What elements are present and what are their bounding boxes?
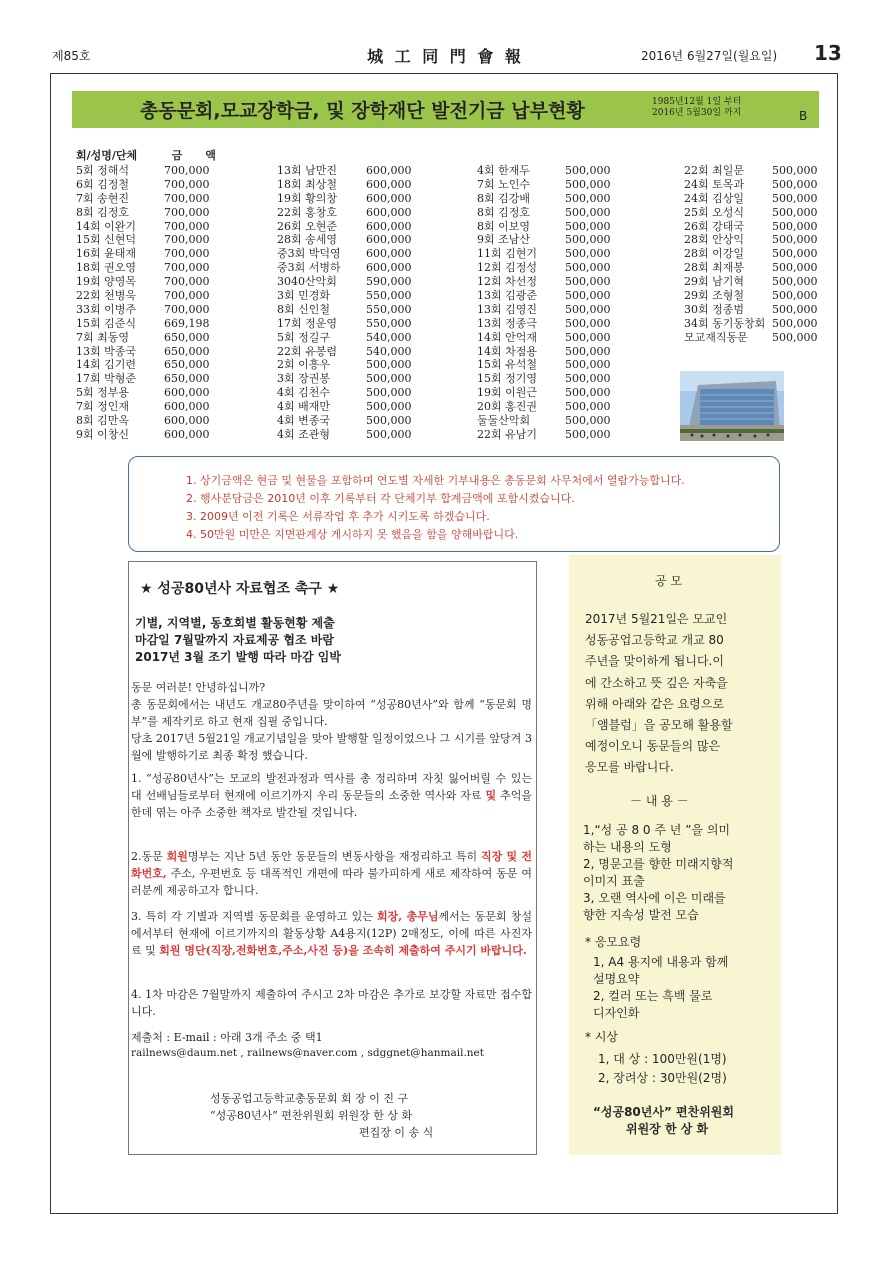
donor-name: 34회 동기동창회 <box>684 316 766 330</box>
donor-amount: 700,000 <box>164 164 210 177</box>
donor-amount: 700,000 <box>164 205 210 219</box>
contest-sign-2: 위원장 한 상 화 <box>626 1122 709 1136</box>
donor-amount: 500,000 <box>772 275 818 289</box>
donor-name: 22회 최일문 <box>684 164 744 177</box>
request-subtitle-1: 기별, 지역별, 동호회별 활동현황 제출 <box>135 616 335 630</box>
donor-amount: 700,000 <box>164 247 210 261</box>
donor-name: 26회 강태국 <box>684 219 744 233</box>
request-paragraph-2 <box>131 848 532 899</box>
donor-amount: 500,000 <box>366 358 412 372</box>
donor-name: 22회 유봉렴 <box>277 344 337 358</box>
notice-line-1: 1. 상기금액은 현금 및 현물을 포함하며 연도별 자세한 기부내용은 총동문회 사무처에서 열람가능합니다. <box>186 474 685 487</box>
donor-name: 15회 김준식 <box>76 316 136 330</box>
donor-name: 7회 송현진 <box>76 191 129 205</box>
donor-amount: 500,000 <box>565 427 611 441</box>
donor-amount: 669,198 <box>164 316 210 330</box>
donor-name: 19회 양영목 <box>76 275 136 289</box>
donor-amount: 700,000 <box>164 302 210 316</box>
submit-label: 제출처 : E-mail : 아래 3개 주소 중 택1 <box>131 1031 323 1044</box>
donor-amount: 500,000 <box>565 219 611 233</box>
donor-amount: 600,000 <box>366 261 412 275</box>
donor-amount: 700,000 <box>164 191 210 205</box>
donor-amount: 540,000 <box>366 344 412 358</box>
donor-name: 모교재직동문 <box>684 330 748 344</box>
donor-amount: 500,000 <box>565 275 611 289</box>
donor-amount: 600,000 <box>164 427 210 441</box>
donor-name: 5회 정부용 <box>76 386 129 400</box>
signature-president: 성동공업고등학교총동문회 회 장 이 진 구 <box>210 1092 409 1105</box>
donor-amount: 500,000 <box>565 302 611 316</box>
contest-guide-line: 디자인화 <box>593 1006 640 1020</box>
donor-amount: 500,000 <box>565 205 611 219</box>
contest-item-line: 향한 지속성 발전 모습 <box>583 908 699 922</box>
donor-name: 24회 토목과 <box>684 177 744 191</box>
contest-intro-line: 2017년 5월21일은 모교인 <box>585 612 728 626</box>
donor-name: 14회 안억재 <box>477 330 537 344</box>
donor-amount: 500,000 <box>772 302 818 316</box>
donor-name: 29회 조형철 <box>684 289 744 303</box>
donor-amount: 500,000 <box>772 289 818 303</box>
donor-amount: 700,000 <box>164 219 210 233</box>
donor-name: 16회 윤태재 <box>76 247 136 261</box>
contest-intro-line: 위해 아래와 같은 요령으로 <box>585 696 724 711</box>
donor-name: 19회 이원근 <box>477 386 537 400</box>
p2-text-a: 2.동문 <box>131 850 167 863</box>
contest-intro-line: 응모를 바랍니다. <box>585 760 674 775</box>
donor-amount: 500,000 <box>565 358 611 372</box>
contest-award-line: 2, 장려상 : 30만원(2명) <box>598 1071 727 1085</box>
table-header: 회/성명/단체 금 액 <box>76 149 216 162</box>
donor-amount: 600,000 <box>366 177 412 191</box>
donor-amount: 500,000 <box>366 372 412 386</box>
donor-amount: 500,000 <box>565 330 611 344</box>
donor-name: 3회 민경화 <box>277 289 330 303</box>
issue-number: 제85호 <box>52 49 91 63</box>
period-line-1: 1985년12월 1일 부터 <box>652 97 742 107</box>
donor-name: 8회 김정호 <box>477 205 530 219</box>
donor-name: 24회 김상일 <box>684 191 744 205</box>
donor-name: 17회 정운영 <box>277 316 337 330</box>
donor-name: 중3회 서병하 <box>277 261 341 275</box>
contest-item-line: 이미지 표출 <box>583 874 645 888</box>
donor-name: 19회 황의창 <box>277 191 337 205</box>
donor-name: 11회 김현기 <box>477 247 537 261</box>
donor-amount: 500,000 <box>366 400 412 414</box>
request-title: ★ 성공80년사 자료협조 촉구 ★ <box>140 581 340 597</box>
contest-item-line: 1,“성 공 8 0 주 년 ”을 의미 <box>583 823 730 837</box>
p2-emphasis-1: 회원 <box>166 850 188 863</box>
donor-name: 13회 김광준 <box>477 289 537 303</box>
contest-guide-line: 2, 컬러 또는 흑백 물로 <box>593 989 713 1003</box>
donor-amount: 700,000 <box>164 275 210 289</box>
donor-name: 5회 정해석 <box>76 164 129 177</box>
donor-name: 22회 유남기 <box>477 427 537 441</box>
contest-intro-line: 주년을 맞이하게 됩니다.이 <box>585 654 724 669</box>
donor-name: 4회 김천수 <box>277 386 330 400</box>
request-paragraph-3 <box>131 908 532 959</box>
p3-emphasis-2: 회원 명단(직장,전화번호,주소,사진 등)을 조속히 제출하여 주시기 바랍니다. <box>159 944 527 957</box>
donor-amount: 500,000 <box>565 344 611 358</box>
donor-name: 4회 배재만 <box>277 400 330 414</box>
donor-name: 26회 오현준 <box>277 219 337 233</box>
donor-name: 8회 김강배 <box>477 191 530 205</box>
notice-line-4: 4. 50만원 미만은 지면관계상 게시하지 못 했음을 함을 양해바랍니다. <box>186 528 519 541</box>
paper-name: 城 工 同 門 會 報 <box>367 47 524 66</box>
contest-content-title: － 내 용 － <box>630 794 689 808</box>
p2-emphasis-2: 직장 및 전화번호, <box>131 850 532 880</box>
contest-item-line: 2, 명문고를 향한 미래지향적 <box>583 857 734 871</box>
school-building-photo <box>680 371 784 441</box>
donor-name: 17회 박형준 <box>76 372 136 386</box>
donor-amount: 500,000 <box>565 316 611 330</box>
donor-amount: 500,000 <box>565 400 611 414</box>
donor-name: 13회 남만진 <box>277 164 337 177</box>
donor-name: 22회 홍창호 <box>277 205 337 219</box>
request-subtitle-2: 마감일 7월말까지 자료제공 협조 바람 <box>135 633 334 647</box>
donor-name: 8회 신인철 <box>277 302 330 316</box>
donor-amount: 600,000 <box>164 386 210 400</box>
donor-name: 12회 김정성 <box>477 261 537 275</box>
donor-name: 8회 김정호 <box>76 205 129 219</box>
contest-guide-line: 설명요약 <box>593 972 640 986</box>
donor-name: 7회 정인재 <box>76 400 129 414</box>
page-number: 13 <box>814 41 842 65</box>
p1-text-b: 추억을 한데 엮는 아주 소중한 책자로 발간될 것입니다. <box>131 789 533 819</box>
donor-amount: 500,000 <box>565 233 611 247</box>
contest-award-title: * 시상 <box>585 1030 618 1044</box>
submit-emails: railnews@daum.net , railnews@naver.com , sdggnet@hanmail.net <box>131 1047 484 1059</box>
donor-name: 13회 정종극 <box>477 316 537 330</box>
donor-name: 28회 안상익 <box>684 233 744 247</box>
donor-name: 30회 정종범 <box>684 302 744 316</box>
donor-amount: 700,000 <box>164 233 210 247</box>
donor-amount: 500,000 <box>565 414 611 428</box>
donor-amount: 500,000 <box>565 191 611 205</box>
donor-amount: 500,000 <box>565 261 611 275</box>
donor-name: 13회 박종국 <box>76 344 136 358</box>
donor-name: 중3회 박덕영 <box>277 247 341 261</box>
p3-text-b: 께서는 동문회 창설에서부터 현재에 이르기까지의 활동상황 A4용지(12P) 2매정도, 이에 따른 사진자료 및 <box>131 910 532 957</box>
donor-amount: 500,000 <box>366 386 412 400</box>
donor-amount: 500,000 <box>565 247 611 261</box>
contest-title: 공 모 <box>655 574 682 588</box>
request-paragraph-1 <box>131 770 532 821</box>
donor-name: 3040산악회 <box>277 275 337 289</box>
donor-amount: 500,000 <box>565 386 611 400</box>
donor-amount: 500,000 <box>565 372 611 386</box>
donor-amount: 500,000 <box>772 191 818 205</box>
donor-name: 13회 김영진 <box>477 302 537 316</box>
p1-emphasis: 및 <box>485 789 497 802</box>
donor-amount: 600,000 <box>366 191 412 205</box>
donor-name: 7회 노인수 <box>477 177 530 191</box>
donor-amount: 700,000 <box>164 261 210 275</box>
banner-title: 총동문회,모교장학금, 및 장학재단 발전기금 납부현황 <box>140 100 585 122</box>
donor-name: 12회 차선정 <box>477 275 537 289</box>
donor-name: 14회 김기련 <box>76 358 136 372</box>
contest-intro-line: 「앰블럼」을 공모해 활용할 <box>585 718 733 732</box>
donor-name: 6회 김정철 <box>76 177 129 191</box>
donor-amount: 600,000 <box>366 219 412 233</box>
donor-name: 5회 정길구 <box>277 330 330 344</box>
contest-guide-title: * 응모요령 <box>585 935 642 949</box>
p3-emphasis-1: 회장, 총무님 <box>377 910 439 923</box>
donor-name: 15회 유석철 <box>477 358 537 372</box>
donor-name: 29회 남기혁 <box>684 275 744 289</box>
donor-name: 22회 천병욱 <box>76 289 136 303</box>
donor-name: 4회 변종국 <box>277 414 330 428</box>
donor-amount: 500,000 <box>565 177 611 191</box>
banner-code: B <box>799 109 808 123</box>
donor-amount: 700,000 <box>164 177 210 191</box>
donor-name: 14회 이완기 <box>76 219 136 233</box>
contest-item-line: 3, 오랜 역사에 이은 미래를 <box>583 891 726 905</box>
school-building-image <box>680 371 784 441</box>
p1-text-a: 1. “성공80년사”는 모교의 발전과정과 역사를 총 정리하며 자칫 잃어버릴 수 있는 대 선배님들로부터 현재에 이르기까지 우리 동문들의 소중한 역사와 자료 <box>131 772 532 802</box>
donor-name: 28회 송세영 <box>277 233 337 247</box>
donor-name: 33회 이병주 <box>76 302 136 316</box>
banner-period <box>652 97 741 119</box>
donor-name: 20회 홍진권 <box>477 400 537 414</box>
donor-amount: 500,000 <box>565 164 611 177</box>
donor-amount: 500,000 <box>772 219 818 233</box>
donor-name: 28회 최재봉 <box>684 261 744 275</box>
donor-amount: 500,000 <box>772 233 818 247</box>
donor-amount: 500,000 <box>366 427 412 441</box>
donor-amount: 600,000 <box>164 400 210 414</box>
donor-name: 18회 권오영 <box>76 261 136 275</box>
donor-name: 3회 장권봉 <box>277 372 330 386</box>
donor-name: 9회 조남산 <box>477 233 530 247</box>
donor-amount: 550,000 <box>366 289 412 303</box>
donor-name: 14회 차점용 <box>477 344 537 358</box>
donor-name: 8회 이보영 <box>477 219 530 233</box>
donor-amount: 650,000 <box>164 372 210 386</box>
donor-name: 15회 정기영 <box>477 372 537 386</box>
donor-name: 7회 최동영 <box>76 330 129 344</box>
request-subtitle-3: 2017년 3월 조기 발행 따라 마감 임박 <box>135 650 341 664</box>
donor-name: 2회 이흥우 <box>277 358 330 372</box>
contest-award-line: 1, 대 상 : 100만원(1명) <box>598 1052 727 1066</box>
donor-amount: 500,000 <box>772 205 818 219</box>
donor-amount: 650,000 <box>164 344 210 358</box>
p3-text-a: 3. 특히 각 기별과 지역별 동문회를 운영하고 있는 <box>131 910 378 923</box>
contest-intro-line: 에 간소하고 뜻 깊은 자축을 <box>585 675 728 690</box>
contest-intro-line: 예정이오니 동문들의 많은 <box>585 739 721 754</box>
notice-line-3: 3. 2009년 이전 기록은 서류작업 후 추가 시키도록 하겠습니다. <box>186 510 490 523</box>
donor-name: 4회 조관형 <box>277 427 330 441</box>
donor-amount: 500,000 <box>366 414 412 428</box>
period-line-2: 2016년 5월30일 까지 <box>652 108 742 118</box>
contest-intro-line: 성동공업고등학교 개교 80 <box>585 633 724 648</box>
donor-name: 8회 김만옥 <box>76 414 129 428</box>
donor-amount: 500,000 <box>565 289 611 303</box>
signature-chairman: “성공80년사” 편찬위원회 위원장 한 상 화 <box>210 1109 413 1122</box>
donor-amount: 600,000 <box>366 205 412 219</box>
donor-amount: 650,000 <box>164 330 210 344</box>
donor-name: 28회 이강일 <box>684 247 744 261</box>
notice-line-2: 2. 행사분담금은 2010년 이후 기록부터 각 단체기부 합계금액에 포함시켰습니다. <box>186 492 575 505</box>
donor-name: 9회 이창신 <box>76 427 129 441</box>
notice-box <box>128 456 780 552</box>
p2-text-b: 명부는 지난 5년 동안 동문들의 변동사항을 재정리하고 특히 <box>187 850 482 863</box>
donor-name: 18회 최상철 <box>277 177 337 191</box>
donor-amount: 500,000 <box>772 164 818 177</box>
donor-amount: 600,000 <box>366 247 412 261</box>
donor-amount: 600,000 <box>164 414 210 428</box>
donor-amount: 590,000 <box>366 275 412 289</box>
donor-amount: 600,000 <box>366 164 412 177</box>
donor-name: 둘둘산악회 <box>477 414 531 428</box>
donor-name: 25회 오성식 <box>684 205 744 219</box>
p2-text-c: 주소, 우편번호 등 대폭적인 개편에 따라 불가피하게 새로 제작하여 동문 여러분께 제공하고자 합니다. <box>131 867 532 897</box>
signature-editor: 편집장 이 송 식 <box>359 1126 434 1139</box>
request-paragraph-4: 4. 1차 마감은 7월말까지 제출하여 주시고 2차 마감은 추가로 보강할 자료만 접수합니다. <box>131 988 532 1018</box>
donor-amount: 700,000 <box>164 289 210 303</box>
donor-amount: 600,000 <box>366 233 412 247</box>
donor-amount: 500,000 <box>772 177 818 191</box>
donor-amount: 500,000 <box>772 330 818 344</box>
contest-item-line: 하는 내용의 도형 <box>583 840 672 854</box>
donor-amount: 500,000 <box>772 316 818 330</box>
donor-amount: 650,000 <box>164 358 210 372</box>
issue-date: 2016년 6월27일(월요일) <box>641 49 778 63</box>
donor-amount: 550,000 <box>366 302 412 316</box>
donor-amount: 500,000 <box>772 247 818 261</box>
donor-name: 4회 한재두 <box>477 164 530 177</box>
contest-sign-1: “성공80년사” 편찬위원회 <box>593 1105 734 1119</box>
request-intro: 동문 여러분! 안녕하십니까? 총 동문회에서는 내년도 개교80주년을 맞이하여 “성공80년사”와 함께 “동문회 명부”를 제작키로 하고 현재 집필 중입니다. 당초 2017년 5월21일 개교기념일을 맞아 발행할 일정이었으나 그 시기를 앞당겨 3월에 발행하기로 최종 확정 했습니다. <box>131 681 532 762</box>
donor-name: 15회 신현덕 <box>76 233 136 247</box>
donor-amount: 540,000 <box>366 330 412 344</box>
donor-amount: 500,000 <box>772 261 818 275</box>
donor-amount: 550,000 <box>366 316 412 330</box>
contest-guide-line: 1, A4 용지에 내용과 함께 <box>593 955 729 969</box>
